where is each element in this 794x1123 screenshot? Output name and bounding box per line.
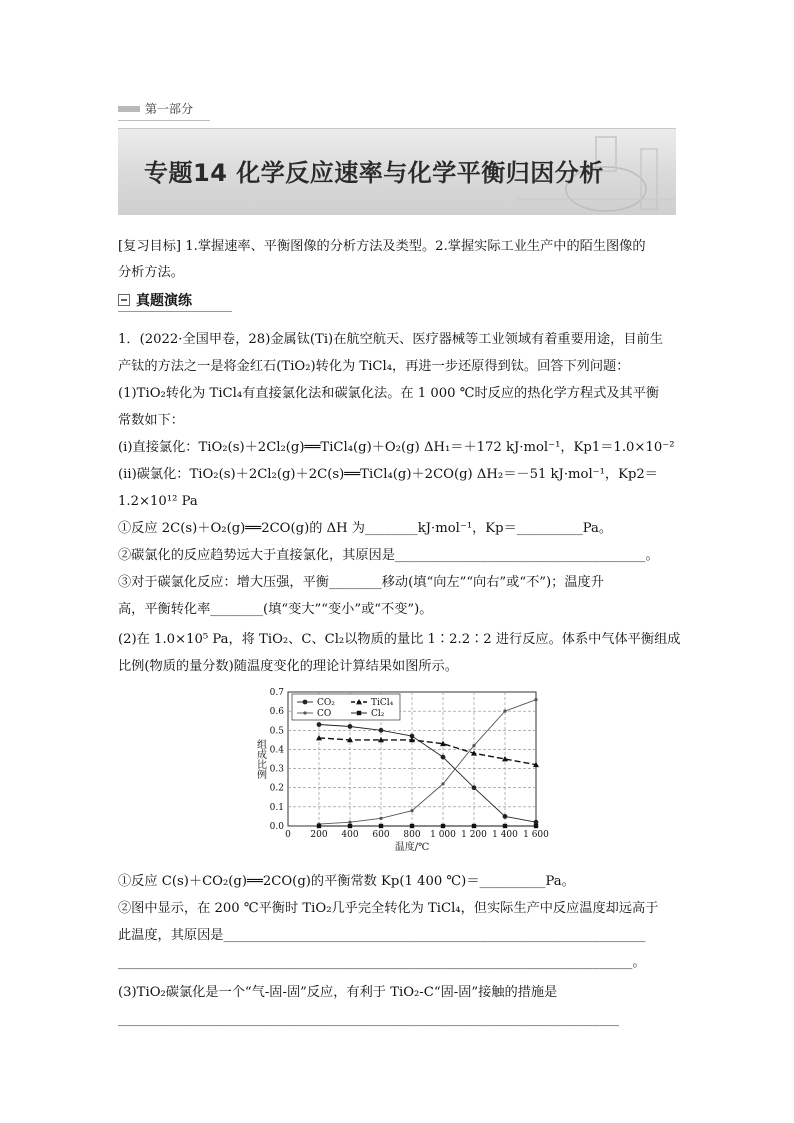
y-tick-label: 0.6 [269,707,284,718]
x-tick-label: 1 400 [492,830,518,840]
answer-line: ____________________________________________________________________________ [118,1012,620,1027]
y-tick-label: 0.5 [269,726,284,737]
legend-label: TiCl₄ [371,698,394,708]
y-tick-label: 0.4 [269,745,284,756]
page-title: 专题14 化学反应速率与化学平衡归因分析 [144,159,604,187]
part-label-underline [118,120,210,121]
answer-line: ______________________________________________________________________________。 [118,955,646,970]
data-point [472,824,476,828]
question-line: ①反应 C(s)＋CO₂(g)══2CO(g)的平衡常数 Kp(1 400 ℃)＝__________Pa。 [118,874,575,889]
data-point [503,814,508,819]
y-tick-label: 0.0 [269,822,284,832]
x-axis-label: 温度/℃ [394,842,430,853]
question-line: (1)TiO₂转化为 TiCl₄有直接氯化法和碳氯化法。在 1 000 ℃时反应的热化学方程式及其平衡 [118,386,660,401]
question-line: 此温度，其原因是________________________________________________________________ [118,928,646,943]
x-tick-label: 800 [403,830,421,840]
x-tick-label: 0 [285,830,291,840]
data-point [348,724,353,729]
question-line: ③对于碳氯化反应：增大压强，平衡________移动(填“向左”“向右”或“不”)；温度升 [118,575,604,590]
x-tick-label: 1 600 [523,830,549,840]
part-label-bar [118,106,140,112]
x-tick-label: 200 [310,830,328,840]
objectives-line-1: [复习目标] 1.掌握速率、平衡图像的分析方法及类型。2.掌握实际工业生产中的陌生图像的 [118,239,646,254]
data-point [303,700,308,705]
data-point [503,710,506,713]
question-line: ②图中显示，在 200 ℃平衡时 TiO₂几乎完全转化为 TiCl₄，但实际生产中反应温度却远高于 [118,901,659,916]
data-point [410,809,413,812]
data-point [379,824,383,828]
question-line: 产钛的方法之一是将金红石(TiO₂)转化为 TiCl₄，再进一步还原得到钛。回答下列问题： [118,359,630,374]
data-point [472,744,475,747]
legend-label: CO [317,709,332,719]
equation-line: (ⅱ)碳氯化：TiO₂(s)＋2Cl₂(g)＋2C(s)══TiCl₄(g)＋2CO(g) ΔH₂＝－51 kJ·mol⁻¹，Kp2＝ [118,467,658,482]
data-point [317,722,322,727]
equation-line: 1.2×10¹² Pa [118,494,198,509]
legend-label: CO₂ [317,698,335,708]
data-point [503,824,507,828]
section-header [118,290,232,312]
x-tick-label: 400 [341,830,359,840]
y-tick-label: 0.7 [269,688,284,698]
x-tick-label: 600 [372,830,390,840]
part-label [118,100,210,122]
question-line: ①反应 2C(s)＋O₂(g)══2CO(g)的 ΔH 为________kJ·mol⁻¹，Kp＝__________Pa。 [118,521,613,536]
data-point [348,821,351,824]
section-underline [118,311,232,312]
data-point [410,824,414,828]
data-point [303,711,306,714]
data-point [441,782,444,785]
section-title: 真题演练 [136,293,192,309]
x-tick-label: 1 000 [430,830,456,840]
legend-label: Cl₂ [371,709,385,719]
equation-line: (ⅰ)直接氯化：TiO₂(s)＋2Cl₂(g)══TiCl₄(g)＋O₂(g) ΔH₁＝＋172 kJ·mol⁻¹，Kp1＝1.0×10⁻² [118,440,675,455]
data-point [441,755,446,760]
y-axis-label: 组成比例 [254,739,266,779]
title-banner [118,128,676,215]
question-line: 常数如下： [118,413,184,428]
objectives-line-2: 分析方法。 [118,265,184,280]
question-line: 1．(2022·全国甲卷，28)金属钛(Ti)在航空航天、医疗器械等工业领域有着重要用途，目前生 [118,332,663,347]
y-tick-label: 0.3 [269,764,284,775]
data-point [379,817,382,820]
data-point [348,824,352,828]
question-line: ②碳氯化的反应趋势远大于直接氯化，其原因是______________________________________。 [118,548,659,563]
part-label-text: 第一部分 [145,102,194,116]
data-point [357,711,361,715]
data-point [441,824,445,828]
data-point [472,785,477,790]
question-line: 高，平衡转化率________(填“变大”“变小”或“不变”)。 [118,602,433,617]
y-tick-label: 0.1 [269,802,284,813]
data-point [317,824,321,828]
question-line: (3)TiO₂碳氯化是一个“气-固-固”反应，有利于 TiO₂-C“固-固”接触的措施是 [118,985,558,1000]
question-line: 比例(物质的量分数)随温度变化的理论计算结果如图所示。 [118,659,458,674]
x-tick-label: 1 200 [461,830,487,840]
data-point [534,698,537,701]
data-point [534,824,538,828]
composition-chart [240,686,549,866]
data-point [379,728,384,733]
section-icon [118,294,130,306]
y-tick-label: 0.2 [269,783,284,794]
question-line: (2)在 1.0×10⁵ Pa，将 TiO₂、C、Cl₂以物质的量比 1∶2.2∶2 进行反应。体系中气体平衡组成 [118,632,681,647]
